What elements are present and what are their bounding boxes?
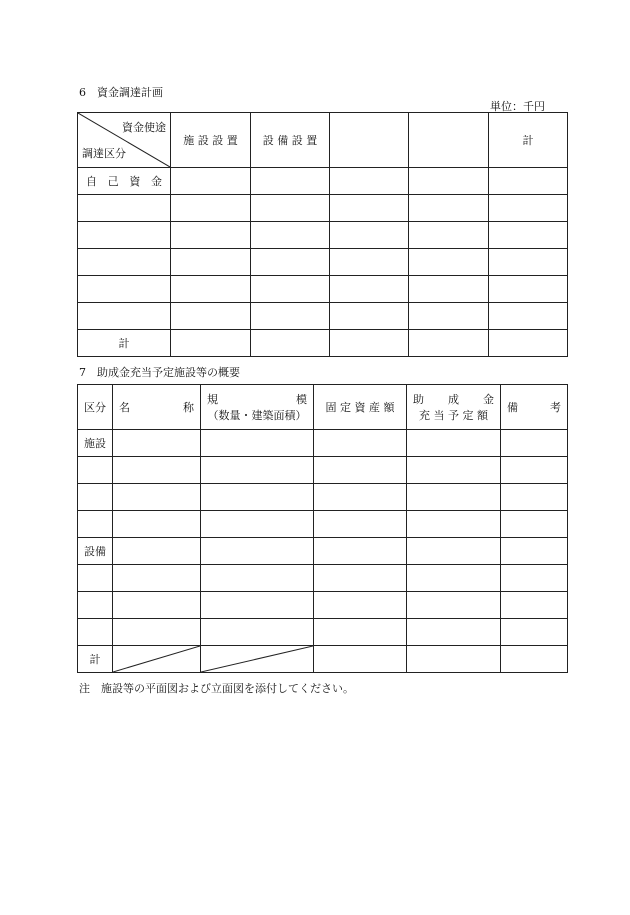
- table-cell[interactable]: [251, 195, 330, 222]
- diagonal-header-cell: [78, 113, 171, 168]
- table-cell[interactable]: [489, 330, 568, 357]
- table-cell[interactable]: [314, 457, 407, 484]
- table-cell[interactable]: [330, 303, 409, 330]
- table-cell[interactable]: [407, 511, 501, 538]
- table-cell[interactable]: [407, 430, 501, 457]
- table-row: [78, 457, 568, 484]
- table-cell[interactable]: [407, 592, 501, 619]
- table-cell[interactable]: [78, 619, 113, 646]
- table-cell[interactable]: [201, 457, 314, 484]
- table-cell[interactable]: [501, 430, 568, 457]
- table-cell[interactable]: [113, 565, 201, 592]
- table-cell[interactable]: [251, 222, 330, 249]
- table-cell[interactable]: [489, 276, 568, 303]
- table-cell[interactable]: [78, 592, 113, 619]
- table-row: [78, 619, 568, 646]
- use-of-funds-label: 資金使途: [122, 121, 166, 134]
- col-name-header: 名 称: [113, 385, 201, 430]
- table-cell[interactable]: [78, 484, 113, 511]
- funding-plan-table: [77, 112, 568, 357]
- table-cell[interactable]: [201, 484, 314, 511]
- total-label: 計: [78, 646, 113, 673]
- struck-cell: [113, 646, 201, 673]
- table-cell[interactable]: [201, 538, 314, 565]
- facilities-table: [77, 384, 568, 673]
- table-cell[interactable]: [251, 303, 330, 330]
- table-cell[interactable]: [314, 484, 407, 511]
- table-cell[interactable]: [409, 195, 489, 222]
- table-cell[interactable]: [171, 330, 251, 357]
- table-cell[interactable]: [251, 276, 330, 303]
- table-cell[interactable]: [409, 249, 489, 276]
- table-cell[interactable]: [314, 430, 407, 457]
- table-cell[interactable]: [330, 195, 409, 222]
- table-cell[interactable]: [409, 276, 489, 303]
- col-blank-header: [330, 113, 409, 168]
- table-cell[interactable]: [407, 484, 501, 511]
- table-cell[interactable]: [171, 222, 251, 249]
- table-cell[interactable]: [409, 222, 489, 249]
- table-row: [78, 249, 568, 276]
- table-cell[interactable]: [113, 619, 201, 646]
- table-header-row: [78, 385, 568, 430]
- table-cell[interactable]: [330, 276, 409, 303]
- table-cell[interactable]: [407, 646, 501, 673]
- table-cell[interactable]: [330, 249, 409, 276]
- diagonal-line: [113, 646, 200, 672]
- table-cell[interactable]: [501, 592, 568, 619]
- table-cell[interactable]: [407, 619, 501, 646]
- table-cell[interactable]: [171, 303, 251, 330]
- table-cell[interactable]: [113, 430, 201, 457]
- table-cell[interactable]: [78, 249, 171, 276]
- table-cell[interactable]: [409, 168, 489, 195]
- table-header-row: [78, 113, 568, 168]
- table-cell[interactable]: [78, 457, 113, 484]
- table-cell[interactable]: [113, 484, 201, 511]
- table-row: [78, 592, 568, 619]
- table-cell[interactable]: [330, 168, 409, 195]
- table-cell[interactable]: [113, 538, 201, 565]
- facility-row-label: 施設: [78, 430, 113, 457]
- table-cell[interactable]: [407, 565, 501, 592]
- table-cell[interactable]: [330, 222, 409, 249]
- table-cell[interactable]: [407, 538, 501, 565]
- table-cell[interactable]: [314, 646, 407, 673]
- section6-title: 6 資金調達計画: [79, 86, 163, 99]
- table-cell[interactable]: [251, 249, 330, 276]
- col-total-header: 計: [489, 113, 568, 168]
- table-cell[interactable]: [501, 565, 568, 592]
- table-cell[interactable]: [409, 303, 489, 330]
- table-cell[interactable]: [113, 511, 201, 538]
- attachment-note: 注 施設等の平面図および立面図を添付してください。: [79, 682, 354, 695]
- table-cell[interactable]: [171, 276, 251, 303]
- table-row: [78, 222, 568, 249]
- table-cell[interactable]: [113, 592, 201, 619]
- own-funds-label: 自 己 資 金: [78, 168, 171, 195]
- table-cell[interactable]: [171, 249, 251, 276]
- diagonal-line: [201, 646, 313, 672]
- table-row: [78, 430, 568, 457]
- table-cell[interactable]: [501, 619, 568, 646]
- table-cell[interactable]: [78, 511, 113, 538]
- table-cell[interactable]: [201, 511, 314, 538]
- col-subsidy-header: 助 成 金 充 当 予 定 額: [407, 385, 501, 430]
- total-row: [78, 330, 568, 357]
- total-row: [78, 646, 568, 673]
- struck-cell: [201, 646, 314, 673]
- table-cell[interactable]: [201, 565, 314, 592]
- col-category-header: 区分: [78, 385, 113, 430]
- table-cell[interactable]: [489, 303, 568, 330]
- table-row: [78, 276, 568, 303]
- table-cell[interactable]: [314, 538, 407, 565]
- table-cell[interactable]: [201, 619, 314, 646]
- table-cell[interactable]: [171, 168, 251, 195]
- table-cell[interactable]: [113, 457, 201, 484]
- col-scale-header: 規 模 （数量・建築面積）: [201, 385, 314, 430]
- col-facility-header: 施 設 設 置: [171, 113, 251, 168]
- table-row: [78, 565, 568, 592]
- table-cell[interactable]: [314, 565, 407, 592]
- table-cell[interactable]: [501, 511, 568, 538]
- col-fixed-assets-header: 固 定 資 産 額: [314, 385, 407, 430]
- table-cell[interactable]: [251, 330, 330, 357]
- table-cell[interactable]: [78, 222, 171, 249]
- col-blank-header: [409, 113, 489, 168]
- table-cell[interactable]: [501, 484, 568, 511]
- table-cell[interactable]: [78, 276, 171, 303]
- table-cell[interactable]: [409, 330, 489, 357]
- table-row: [78, 538, 568, 565]
- section7-title: 7 助成金充当予定施設等の概要: [79, 366, 240, 379]
- funding-category-label: 調達区分: [82, 147, 126, 160]
- unit-label: 単位：千円: [490, 100, 545, 113]
- table-cell[interactable]: [489, 222, 568, 249]
- table-cell[interactable]: [407, 457, 501, 484]
- table-cell[interactable]: [251, 168, 330, 195]
- total-label: 計: [78, 330, 171, 357]
- table-cell[interactable]: [489, 168, 568, 195]
- table-row: [78, 168, 568, 195]
- table-cell[interactable]: [489, 249, 568, 276]
- table-cell[interactable]: [201, 592, 314, 619]
- table-cell[interactable]: [489, 195, 568, 222]
- table-cell[interactable]: [501, 646, 568, 673]
- table-row: [78, 511, 568, 538]
- table-cell[interactable]: [314, 511, 407, 538]
- equipment-row-label: 設備: [78, 538, 113, 565]
- col-remarks-header: 備 考: [501, 385, 568, 430]
- table-cell[interactable]: [78, 565, 113, 592]
- table-cell[interactable]: [314, 619, 407, 646]
- table-row: [78, 484, 568, 511]
- table-row: [78, 303, 568, 330]
- table-cell[interactable]: [314, 592, 407, 619]
- table-cell[interactable]: [501, 457, 568, 484]
- table-cell[interactable]: [78, 303, 171, 330]
- table-cell[interactable]: [78, 195, 171, 222]
- table-cell[interactable]: [201, 430, 314, 457]
- col-equipment-header: 設 備 設 置: [251, 113, 330, 168]
- table-cell[interactable]: [330, 330, 409, 357]
- table-cell[interactable]: [171, 195, 251, 222]
- table-cell[interactable]: [501, 538, 568, 565]
- table-row: [78, 195, 568, 222]
